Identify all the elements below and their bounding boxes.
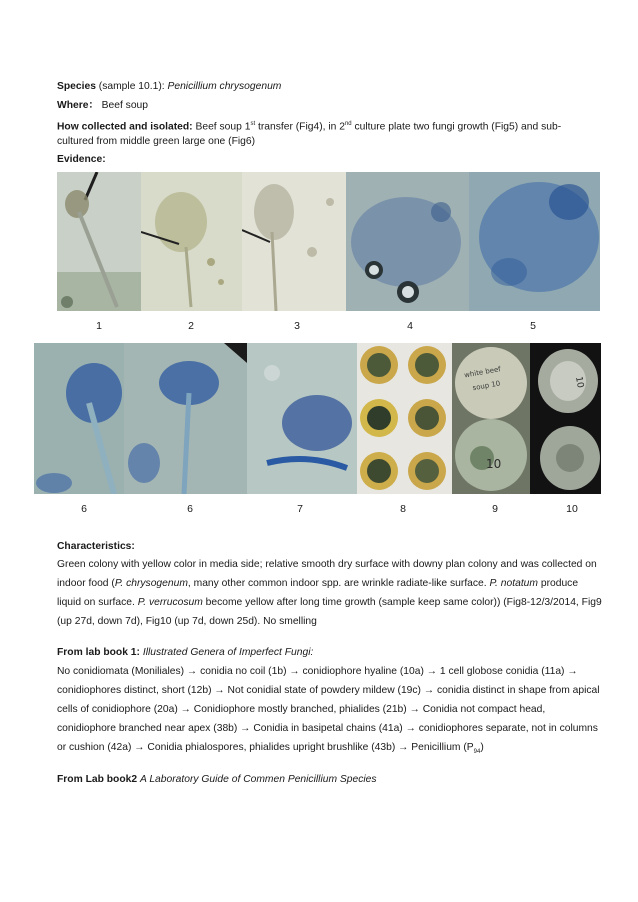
char-italic-3: P. verrucosum <box>137 597 203 608</box>
figure-label-3: 3 <box>294 320 300 332</box>
culture-plates-9 <box>452 343 530 494</box>
char-italic-1: P. chrysogenum <box>114 578 188 589</box>
collected-sup-2: nd <box>344 121 352 127</box>
labbook1-label: From lab book 1: <box>57 647 143 658</box>
collected-label: How collected and isolated: <box>57 121 193 133</box>
collected-text-2: transfer (Fig4), in 2 <box>255 121 345 133</box>
collected-text-3: culture plate two fungi growth (Fig5) and sub- <box>351 121 562 133</box>
where-line <box>57 99 597 113</box>
micrograph-3 <box>242 172 346 311</box>
where-value: Beef soup <box>98 100 149 111</box>
evidence-label: Evidence: <box>57 154 106 165</box>
figure-label-8: 8 <box>400 503 406 515</box>
labbook1-title: Illustrated Genera of Imperfect Fungi: <box>142 647 314 658</box>
culture-plates-8 <box>357 343 452 494</box>
collected-line-2: cultured from middle green large one (Fig6) <box>57 136 256 147</box>
evidence-heading <box>57 153 597 167</box>
micrograph-4 <box>346 172 469 311</box>
species-label: Species <box>57 81 96 92</box>
micrograph-5 <box>469 172 600 311</box>
labbook2-title: A Laboratory Guide of Commen Penicillium Species <box>139 774 377 785</box>
svg-text:soup 10: soup 10 <box>471 379 501 393</box>
characteristics-paragraph <box>57 555 602 631</box>
figure-label-7: 7 <box>297 503 303 515</box>
characteristics-heading <box>57 540 597 554</box>
micrograph-6b <box>124 343 247 494</box>
labbook1-heading <box>57 646 597 660</box>
char-text-4: become yellow after long time growth (sample keep same color)) (Fig8-12/3/2014, Fig9 (up 27d, down 7d), Fig10 (up 7d, down 25d). No smelling <box>57 597 602 627</box>
svg-text:10: 10 <box>573 375 585 389</box>
svg-text:white beef: white beef <box>463 365 502 380</box>
figure-label-6a: 6 <box>81 503 87 515</box>
svg-text:10: 10 <box>486 457 502 471</box>
char-text-1: Green colony with yellow color in media side; relative smooth dry surface with downy plan colony and was collected on indoor food ( <box>57 559 597 589</box>
labbook1-end: ) <box>480 742 484 753</box>
figure-label-6b: 6 <box>187 503 193 515</box>
micrograph-7 <box>247 343 357 494</box>
species-name: Penicillium chrysogenum <box>167 81 282 92</box>
characteristics-label: Characteristics: <box>57 541 135 552</box>
labbook1-text: No conidiomata (Moniliales) → conidia no coil (1b) → conidiophore hyaline (10a) → 1 cell globose conidia (11a) → conidiophores distinct, short (12b) → Not conidial state of powdery mildew (19c) → conidia distinct in shape from apical cells of conidiophore (20a) → Conidiophore mostly branched, phialides (21b) → Conidia not compact head, conidiophore branched near apex (38b) → Conidia in basipetal chains (41a) → conidiophores separate, not in columns or cushion (42a) → Conidia phialospores, phialides upright brushlike (43b) → Penicillium (P <box>57 666 600 753</box>
figure-label-4: 4 <box>407 320 413 332</box>
char-italic-2: P. notatum <box>489 578 538 589</box>
labbook1-paragraph <box>57 662 602 762</box>
labbook2-heading <box>57 773 597 787</box>
micrograph-6a <box>34 343 124 494</box>
species-sample: (sample 10.1): <box>95 81 168 92</box>
collected-text-1: Beef soup 1 <box>192 121 251 133</box>
species-line <box>57 80 597 94</box>
labbook1-sub: 94 <box>473 749 481 756</box>
char-text-2: , many other common indoor spp. are wrinkle radiate-like surface. <box>187 578 490 589</box>
micrograph-2 <box>141 172 242 311</box>
culture-plates-10 <box>530 343 601 494</box>
char-text-3: produce liquid on surface. <box>57 578 579 608</box>
figure-label-5: 5 <box>530 320 536 332</box>
figure-label-10: 10 <box>566 503 578 515</box>
figure-label-9: 9 <box>492 503 498 515</box>
collected-sup-1: st <box>250 121 256 127</box>
figure-label-2: 2 <box>188 320 194 332</box>
micrograph-1 <box>57 172 141 311</box>
figure-label-1: 1 <box>96 320 102 332</box>
where-label: Where： <box>57 100 99 111</box>
collected-line <box>57 117 597 134</box>
labbook2-label: From Lab book2 <box>57 774 140 785</box>
